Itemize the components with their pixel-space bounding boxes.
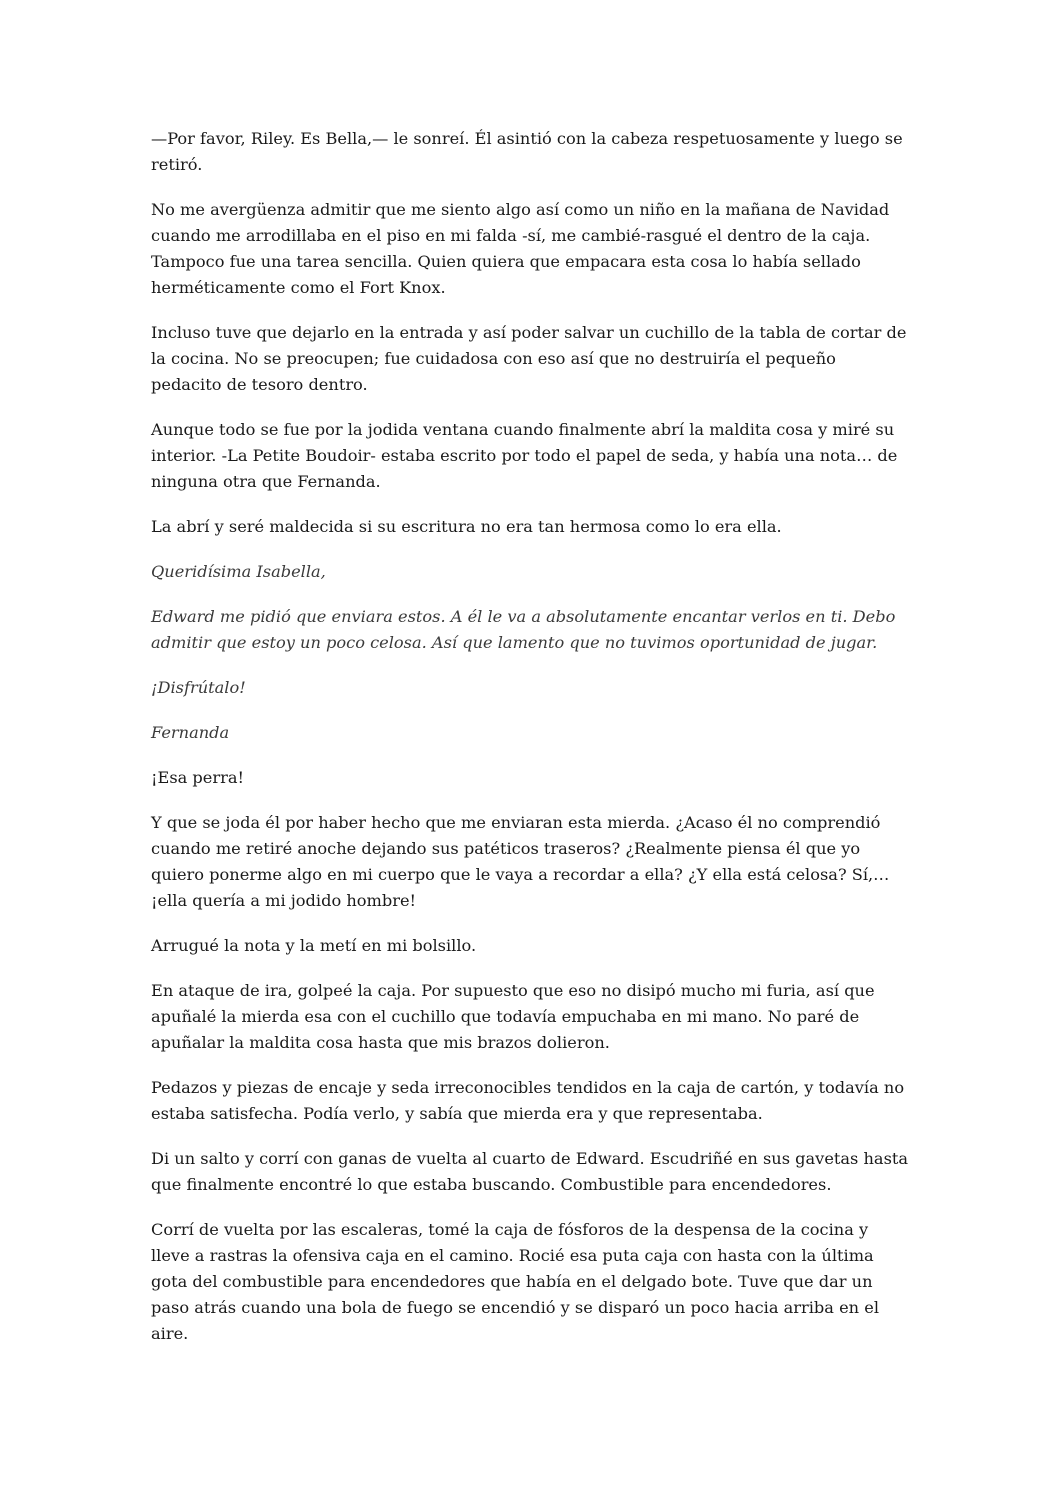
paragraph-11: Y que se joda él por haber hecho que me enviaran esta mierda. ¿Acaso él no comprendió cuando me retiré anoche dejando sus patéticos traseros? ¿Realmente piensa él que yo quiero ponerme algo en mi cuerpo que le vaya a recordar a ella? ¿Y ella está celosa? Sí,… ¡ella quería a mi jodido hombre!: [151, 813, 890, 910]
paragraph-2: No me avergüenza admitir que me siento algo así como un niño en la mañana de Navidad cuando me arrodillaba en el piso en mi falda -sí, me cambié-rasgué el dentro de la caja. Tampoco fue una tarea sencilla. Quien quiera que empacara esta cosa lo había sellado herméticamente como el Fort Knox.: [151, 200, 890, 297]
letter-closing: ¡Disfrútalo!: [151, 678, 246, 697]
paragraph-15: Di un salto y corrí con ganas de vuelta al cuarto de Edward. Escudriñé en sus gavetas hasta que finalmente encontré lo que estaba buscando. Combustible para encendedores.: [151, 1149, 909, 1194]
paragraph-12: Arrugué la nota y la metí en mi bolsillo.: [151, 936, 477, 955]
letter-body: Edward me pidió que enviara estos. A él le va a absolutamente encantar verlos en ti. Debo admitir que estoy un poco celosa. Así que lamento que no tuvimos oportunidad de jugar.: [151, 607, 896, 652]
letter-signature: Fernanda: [151, 723, 230, 742]
paragraph-5: La abrí y seré maldecida si su escritura no era tan hermosa como lo era ella.: [151, 517, 782, 536]
paragraph-1: —Por favor, Riley. Es Bella,— le sonreí. Él asintió con la cabeza respetuosamente y luego se retiró.: [151, 129, 903, 174]
paragraph-3: Incluso tuve que dejarlo en la entrada y así poder salvar un cuchillo de la tabla de cortar de la cocina. No se preocupen; fue cuidadosa con eso así que no destruiría el pequeño pedacito de tesoro dentro.: [151, 323, 907, 394]
paragraph-16: Corrí de vuelta por las escaleras, tomé la caja de fósforos de la despensa de la cocina y lleve a rastras la ofensiva caja en el camino. Rocié esa puta caja con hasta con la última gota del combustible para encendedores que había en el delgado bote. Tuve que dar un paso atrás cuando una bola de fuego se encendió y se disparó un poco hacia arriba en el aire.: [151, 1220, 879, 1343]
paragraph-14: Pedazos y piezas de encaje y seda irreconocibles tendidos en la caja de cartón, y todavía no estaba satisfecha. Podía verlo, y sabía que mierda era y que representaba.: [151, 1078, 905, 1123]
paragraph-13: En ataque de ira, golpeé la caja. Por supuesto que eso no disipó mucho mi furia, así que apuñalé la mierda esa con el cuchillo que todavía empuchaba en mi mano. No paré de apuñalar la maldita cosa hasta que mis brazos dolieron.: [151, 981, 875, 1052]
document-page: [151, 126, 911, 1366]
letter-salutation: Queridísima Isabella,: [151, 562, 326, 581]
paragraph-10: ¡Esa perra!: [151, 768, 244, 787]
paragraph-4: Aunque todo se fue por la jodida ventana cuando finalmente abrí la maldita cosa y miré su interior. -La Petite Boudoir- estaba escrito por todo el papel de seda, y había una nota… de ninguna otra que Fernanda.: [151, 420, 898, 491]
